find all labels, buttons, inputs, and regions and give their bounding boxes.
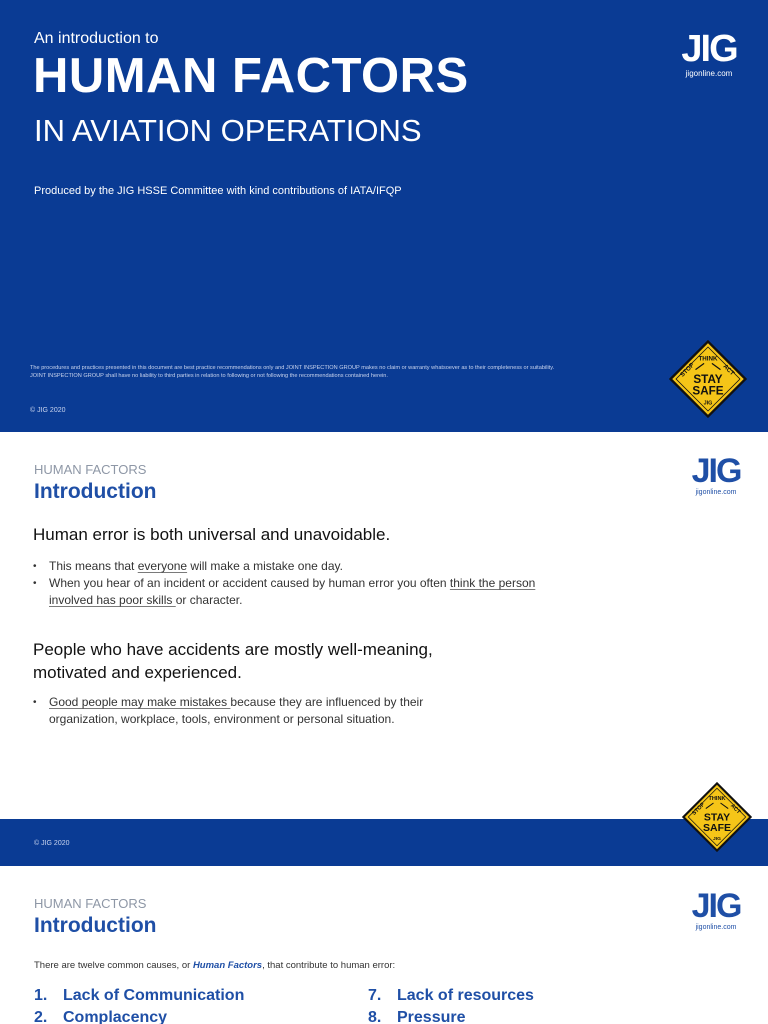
badge-act: ACT xyxy=(721,363,736,378)
intro-text: There are twelve common causes, or xyxy=(34,960,193,971)
bullet-text: because they are influenced by their organization, workplace, tools, environment or personal situation. xyxy=(49,695,424,726)
cause-label: Complacency xyxy=(63,1009,168,1024)
badge-brand: JIG xyxy=(703,400,713,407)
bullet-text: This means that xyxy=(49,559,138,573)
cause-item xyxy=(34,987,244,1005)
cover-subtitle: IN AVIATION OPERATIONS xyxy=(34,113,422,148)
jig-logo xyxy=(686,889,746,931)
slide-footer xyxy=(0,819,768,866)
cause-item xyxy=(368,987,534,1005)
bullet-dot-icon: • xyxy=(33,561,37,572)
cause-item xyxy=(368,1009,466,1024)
causes-intro xyxy=(34,960,395,971)
badge-brand: JIG xyxy=(713,837,721,843)
jig-logo-mark: JIG xyxy=(691,887,741,925)
jig-logo-mark: JIG xyxy=(691,452,741,490)
jig-logo-mark: JIG xyxy=(681,28,737,70)
badge-act: ACT xyxy=(729,803,742,816)
heading-accidents: People who have accidents are mostly well-meaning, motivated and experienced. xyxy=(33,640,433,682)
bullet-dot-icon: • xyxy=(33,578,37,589)
jig-logo xyxy=(676,30,742,78)
badge-think: THINK xyxy=(698,355,718,363)
cause-label: Lack of Communication xyxy=(63,987,245,1004)
cover-disclaimer: The procedures and practices presented in this document are best practice recommendations only and JOINT INSPECTION GROUP makes no claim or warranty whatsoever as to their completeness or suitability. JOINT INSPECTION GROUP shall have no liability to third parties in relation to following or not following the recommendations contained herein. xyxy=(30,365,555,380)
list-item xyxy=(33,694,493,728)
badge-think: THINK xyxy=(708,796,726,803)
jig-logo xyxy=(686,454,746,496)
intro-text: , that contribute to human error: xyxy=(262,960,396,971)
jig-logo-url: jigonline.com xyxy=(685,69,733,78)
jig-logo-url: jigonline.com xyxy=(695,924,737,931)
bullet-link[interactable]: Good people may make mistakes xyxy=(49,695,231,709)
badge-stay: STAY xyxy=(703,811,731,824)
badge-stop: STOP xyxy=(678,361,696,379)
human-factors-list-slide xyxy=(0,866,768,1024)
badge-safe: SAFE xyxy=(702,822,732,834)
slide-title: Introduction xyxy=(34,480,157,503)
slide-title: Introduction xyxy=(34,914,157,937)
cause-number: 7. xyxy=(368,987,382,1004)
bullet-text: or character. xyxy=(175,593,243,607)
bullet-link[interactable]: think the person involved has poor skills xyxy=(49,576,536,607)
list-item xyxy=(33,558,553,575)
cause-number: 8. xyxy=(368,1009,382,1024)
badge-stop: STOP xyxy=(691,801,707,817)
footer-copyright: © JIG 2020 xyxy=(34,840,70,847)
heading-universal: Human error is both universal and unavoidable. xyxy=(33,525,391,544)
bullet-list xyxy=(33,558,553,609)
cover-title: HUMAN FACTORS xyxy=(33,49,469,103)
jig-logo-url: jigonline.com xyxy=(695,489,737,496)
bullet-text: will make a mistake one day. xyxy=(187,559,343,573)
introduction-slide xyxy=(0,432,768,866)
section-label: HUMAN FACTORS xyxy=(34,896,147,911)
bullet-link[interactable]: everyone xyxy=(137,559,188,573)
stay-safe-badge-icon xyxy=(669,340,747,418)
intro-emphasis: Human Factors xyxy=(192,960,263,971)
cover-copyright: © JIG 2020 xyxy=(30,407,66,414)
cover-slide xyxy=(0,0,768,432)
cause-number: 2. xyxy=(34,1009,48,1024)
badge-safe: SAFE xyxy=(692,384,724,398)
cause-number: 1. xyxy=(34,987,48,1004)
stay-safe-badge-icon xyxy=(682,782,752,852)
cause-label: Lack of resources xyxy=(397,987,534,1004)
section-label: HUMAN FACTORS xyxy=(34,462,147,477)
list-item xyxy=(33,575,553,609)
cause-item xyxy=(34,1009,167,1024)
badge-stay: STAY xyxy=(693,372,723,386)
bullet-text: When you hear of an incident or accident caused by human error you often xyxy=(49,576,450,590)
cover-produced-by: Produced by the JIG HSSE Committee with kind contributions of IATA/IFQP xyxy=(34,185,402,197)
bullet-dot-icon: • xyxy=(33,697,37,708)
bullet-list xyxy=(33,694,493,728)
cover-kicker: An introduction to xyxy=(34,30,159,47)
cause-label: Pressure xyxy=(397,1009,466,1024)
